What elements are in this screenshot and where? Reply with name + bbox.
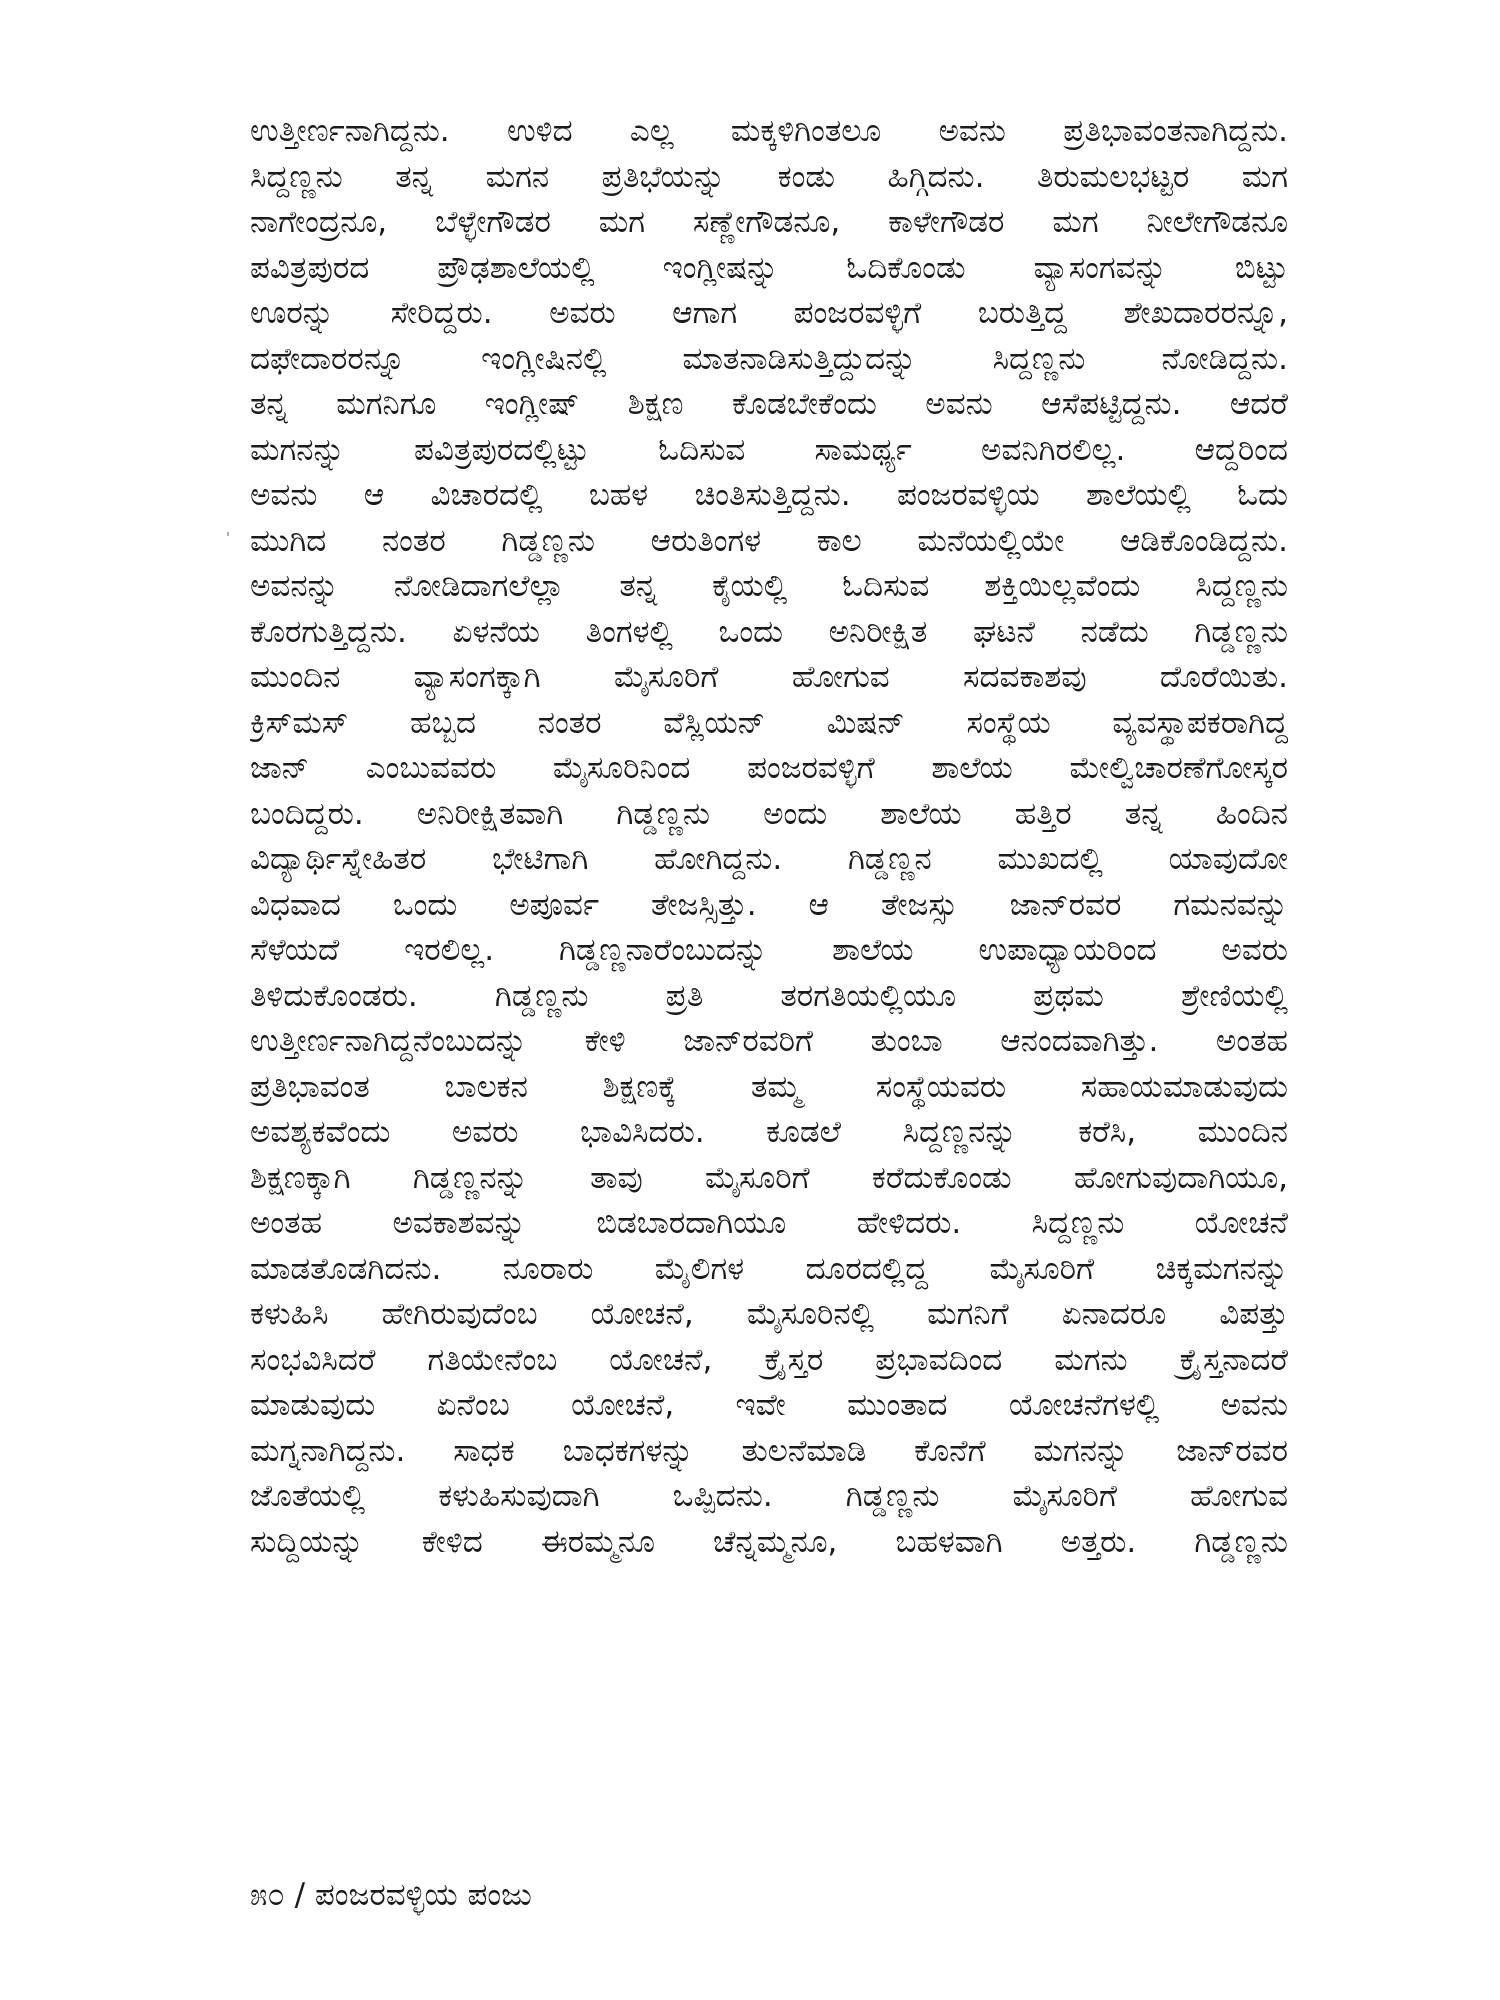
text-line: ಊರನ್ನು ಸೇರಿದ್ದರು. ಅವರು ಆಗಾಗ ಪಂಜರವಳ್ಳಿಗೆ ಬರುತ್ತಿದ್ದ ಶೇಖದಾರರನ್ನೂ, — [250, 295, 1288, 331]
text-line: ಸುದ್ದಿಯನ್ನು ಕೇಳಿದ ಈರಮ್ಮನೂ ಚೆನ್ನಮ್ಮನೂ, ಬಹಳವಾಗಿ ಅತ್ತರು. ಗಿಡ್ಡಣ್ಣನು — [250, 1523, 1288, 1560]
text-line: ಜೊತೆಯಲ್ಲಿ ಕಳುಹಿಸುವುದಾಗಿ ಒಪ್ಪಿದನು. ಗಿಡ್ಡಣ್ಣನು ಮೈಸೂರಿಗೆ ಹೋಗುವ — [250, 1478, 1288, 1514]
book-title: ಪಂಜರವಳ್ಳಿಯ ಪಂಜು — [314, 1877, 532, 1913]
text-line: ಶಿಕ್ಷಣಕ್ಕಾಗಿ ಗಿಡ್ಡಣ್ಣನನ್ನು ತಾವು ಮೈಸೂರಿಗೆ ಕರೆದುಕೊಂಡು ಹೋಗುವುದಾಗಿಯೂ, — [250, 1159, 1288, 1196]
text-line: ಅಂತಹ ಅವಕಾಶವನ್ನು ಬಿಡಬಾರದಾಗಿಯೂ ಹೇಳಿದರು. ಸಿದ್ದಣ್ಣನು ಯೋಚನೆ — [250, 1205, 1288, 1241]
text-line: ಕ್ರಿಸ್‌ಮಸ್ ಹಬ್ಬದ ನಂತರ ವೆಸ್ಲಿಯನ್ ಮಿಷನ್ ಸಂಸ್ಥೆಯ ವ್ಯವಸ್ಥಾಪಕರಾಗಿದ್ದ — [250, 704, 1288, 741]
text-line: ದಫೇದಾರರನ್ನೂ ಇಂಗ್ಲೀಷಿನಲ್ಲಿ ಮಾತನಾಡಿಸುತ್ತಿದ್ದುದನ್ನು ಸಿದ್ದಣ್ಣನು ನೋಡಿದ್ದನು. — [250, 340, 1288, 377]
text-line: ವಿಧವಾದ ಒಂದು ಅಪೂರ್ವ ತೇಜಸ್ಸಿತ್ತು. ಆ ತೇಜಸ್ಸು ಜಾನ್‌ರವರ ಗಮನವನ್ನು — [250, 886, 1288, 923]
text-line: ಅವಶ್ಯಕವೆಂದು ಅವರು ಭಾವಿಸಿದರು. ಕೂಡಲೆ ಸಿದ್ದಣ್ಣನನ್ನು ಕರೆಸಿ, ಮುಂದಿನ — [250, 1114, 1288, 1150]
text-line: ಮಗನನ್ನು ಪವಿತ್ರಪುರದಲ್ಲಿಟ್ಟು ಓದಿಸುವ ಸಾಮರ್ಥ್ಯ ಅವನಿಗಿರಲಿಲ್ಲ. ಆದ್ದರಿಂದ — [250, 431, 1288, 468]
text-line: ಜಾನ್ ಎಂಬುವವರು ಮೈಸೂರಿನಿಂದ ಪಂಜರವಳ್ಳಿಗೆ ಶಾಲೆಯ ಮೇಲ್ವಿಚಾರಣೆಗೋಸ್ಕರ — [250, 750, 1288, 786]
text-line: ಕಳುಹಿಸಿ ಹೇಗಿರುವುದೆಂಬ ಯೋಚನೆ, ಮೈಸೂರಿನಲ್ಲಿ ಮಗನಿಗೆ ಏನಾದರೂ ವಿಪತ್ತು — [250, 1296, 1288, 1332]
text-line: ಪ್ರತಿಭಾವಂತ ಬಾಲಕನ ಶಿಕ್ಷಣಕ್ಕೆ ತಮ್ಮ ಸಂಸ್ಥೆಯವರು ಸಹಾಯಮಾಡುವುದು — [250, 1068, 1288, 1105]
footer-separator: / — [284, 1877, 315, 1913]
text-line: ಮುಗಿದ ನಂತರ ಗಿಡ್ಡಣ್ಣನು ಆರುತಿಂಗಳ ಕಾಲ ಮನೆಯಲ್ಲಿಯೇ ಆಡಿಕೊಂಡಿದ್ದನು. — [250, 522, 1288, 559]
body-text — [250, 109, 1288, 1565]
margin-mark — [227, 532, 229, 536]
text-line: ವಿದ್ಯಾರ್ಥಿಸ್ನೇಹಿತರ ಭೇಟಿಗಾಗಿ ಹೋಗಿದ್ದನು. ಗಿಡ್ಡಣ್ಣನ ಮುಖದಲ್ಲಿ ಯಾವುದೋ — [250, 841, 1288, 877]
text-line: ಮಾಡತೊಡಗಿದನು. ನೂರಾರು ಮೈಲಿಗಳ ದೂರದಲ್ಲಿದ್ದ ಮೈಸೂರಿಗೆ ಚಿಕ್ಕಮಗನನ್ನು — [250, 1250, 1288, 1287]
text-line: ಸಂಭವಿಸಿದರೆ ಗತಿಯೇನೆಂಬ ಯೋಚನೆ, ಕ್ರೈಸ್ತರ ಪ್ರಭಾವದಿಂದ ಮಗನು ಕ್ರೈಸ್ತನಾದರೆ — [250, 1341, 1288, 1378]
text-line: ಅವನನ್ನು ನೋಡಿದಾಗಲೆಲ್ಲಾ ತನ್ನ ಕೈಯಲ್ಲಿ ಓದಿಸುವ ಶಕ್ತಿಯಿಲ್ಲವೆಂದು ಸಿದ್ದಣ್ಣನು — [250, 568, 1288, 604]
text-line: ನಾಗೇಂದ್ರನೂ, ಬೆಳ್ಳೇಗೌಡರ ಮಗ ಸಣ್ಣೇಗೌಡನೂ, ಕಾಳೇಗೌಡರ ಮಗ ನೀಲೇಗೌಡನೂ — [250, 204, 1288, 240]
text-line: ತನ್ನ ಮಗನಿಗೂ ಇಂಗ್ಲೀಷ್ ಶಿಕ್ಷಣ ಕೊಡಬೇಕೆಂದು ಅವನು ಆಸೆಪಟ್ಟಿದ್ದನು. ಆದರೆ — [250, 386, 1288, 422]
text-line: ಮುಂದಿನ ವ್ಯಾಸಂಗಕ್ಕಾಗಿ ಮೈಸೂರಿಗೆ ಹೋಗುವ ಸದವಕಾಶವು ದೊರೆಯಿತು. — [250, 659, 1288, 695]
text-line: ಮಗ್ನನಾಗಿದ್ದನು. ಸಾಧಕ ಬಾಧಕಗಳನ್ನು ತುಲನೆಮಾಡಿ ಕೊನೆಗೆ ಮಗನನ್ನು ಜಾನ್‌ರವರ — [250, 1432, 1288, 1469]
text-line: ಮಾಡುವುದು ಏನೆಂಬ ಯೋಚನೆ, ಇವೇ ಮುಂತಾದ ಯೋಚನೆಗಳಲ್ಲಿ ಅವನು — [250, 1387, 1288, 1423]
page-number: ೫೦ — [250, 1877, 285, 1913]
text-line: ತಿಳಿದುಕೊಂಡರು. ಗಿಡ್ಡಣ್ಣನು ಪ್ರತಿ ತರಗತಿಯಲ್ಲಿಯೂ ಪ್ರಥಮ ಶ್ರೇಣಿಯಲ್ಲಿ — [250, 977, 1288, 1014]
text-line: ಸಿದ್ದಣ್ಣನು ತನ್ನ ಮಗನ ಪ್ರತಿಭೆಯನ್ನು ಕಂಡು ಹಿಗ್ಗಿದನು. ತಿರುಮಲಭಟ್ಟರ ಮಗ — [250, 158, 1288, 195]
text-line: ಬಂದಿದ್ದರು. ಅನಿರೀಕ್ಷಿತವಾಗಿ ಗಿಡ್ಡಣ್ಣನು ಅಂದು ಶಾಲೆಯ ಹತ್ತಿರ ತನ್ನ ಹಿಂದಿನ — [250, 795, 1288, 832]
text-line: ಉತ್ತೀರ್ಣನಾಗಿದ್ದನೆಂಬುದನ್ನು ಕೇಳಿ ಜಾನ್‌ರವರಿಗೆ ತುಂಬಾ ಆನಂದವಾಗಿತ್ತು. ಅಂತಹ — [250, 1023, 1288, 1059]
page-footer — [250, 1877, 532, 1914]
text-line: ಅವನು ಆ ವಿಚಾರದಲ್ಲಿ ಬಹಳ ಚಿಂತಿಸುತ್ತಿದ್ದನು. ಪಂಜರವಳ್ಳಿಯ ಶಾಲೆಯಲ್ಲಿ ಓದು — [250, 477, 1288, 513]
text-line: ಪವಿತ್ರಪುರದ ಪ್ರೌಢಶಾಲೆಯಲ್ಲಿ ಇಂಗ್ಲೀಷನ್ನು ಓದಿಕೊಂಡು ವ್ಯಾಸಂಗವನ್ನು ಬಿಟ್ಟು — [250, 249, 1288, 286]
text-line: ಉತ್ತೀರ್ಣನಾಗಿದ್ದನು. ಉಳಿದ ಎಲ್ಲ ಮಕ್ಕಳಿಗಿಂತಲೂ ಅವನು ಪ್ರತಿಭಾವಂತನಾಗಿದ್ದನು. — [250, 113, 1288, 149]
text-line: ಸೆಳೆಯದೆ ಇರಲಿಲ್ಲ. ಗಿಡ್ಡಣ್ಣನಾರೆಂಬುದನ್ನು ಶಾಲೆಯ ಉಪಾಧ್ಯಾಯರಿಂದ ಅವರು — [250, 932, 1288, 968]
text-line: ಕೊರಗುತ್ತಿದ್ದನು. ಏಳನೆಯ ತಿಂಗಳಲ್ಲಿ ಒಂದು ಅನಿರೀಕ್ಷಿತ ಘಟನೆ ನಡೆದು ಗಿಡ್ಡಣ್ಣನು — [250, 613, 1288, 650]
